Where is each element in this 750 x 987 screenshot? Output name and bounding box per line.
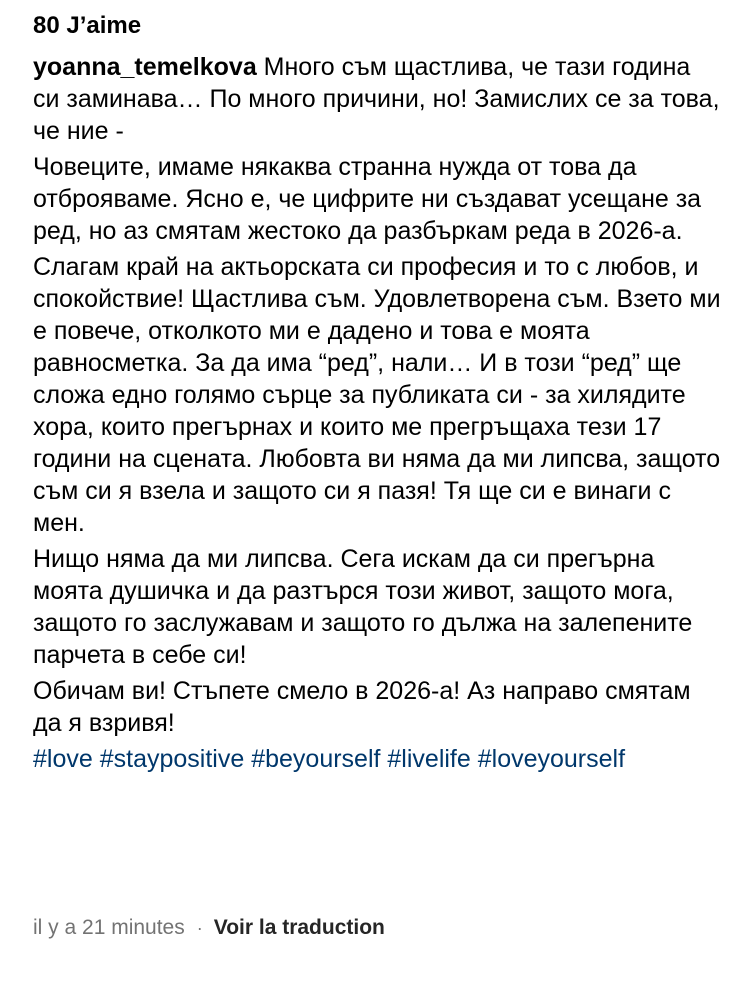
post-meta [33, 915, 385, 941]
caption-paragraph-4: Нищо няма да ми липсва. Сега искам да си прегърна моята душичка и да разтърся този живот, защото мога, защото го заслужавам и защото го дължа на залепените парчета в себе си! [33, 545, 693, 669]
caption-paragraph-3: Слагам край на актьорската си професия и то с любов, и спокойствие! Щастлива съм. Удовлетворена съм. Взето ми е повече, отколкото ми е дадено и това е моята равносметка. За да има “ред”, нали… И в този “ред” ще сложа едно голямо сърце за публиката си - за хилядите хора, които прегърнах и които ме прегръщаха тези 17 години на сцената. Любовта ви няма да ми липсва, защото съм си я взела и защото си я пазя! Тя ще си е винаги с мен. [33, 253, 721, 537]
caption-paragraph-2: Човеците, имаме някаква странна нужда от това да отброяваме. Ясно е, че цифрите ни създават усещане за ред, но аз смятам жестоко да разбъркам реда в 2026-а. [33, 153, 702, 245]
hashtag-staypositive[interactable]: #staypositive [99, 745, 245, 773]
see-translation-button[interactable]: Voir la traduction [213, 916, 385, 939]
post-caption [33, 51, 723, 775]
caption-text-1: Много съм щастлива, че тази година си заминава… По много причини, но! Замислих се за това, че ние - [33, 53, 720, 145]
hashtag-livelife[interactable]: #livelife [387, 745, 471, 773]
hashtag-love[interactable]: #love [33, 745, 93, 773]
hashtag-list [33, 743, 723, 775]
hashtag-loveyourself[interactable]: #loveyourself [477, 745, 626, 773]
hashtag-beyourself[interactable]: #beyourself [251, 745, 381, 773]
post-timestamp: il y a 21 minutes [33, 916, 185, 939]
likes-count[interactable]: 80 J’aime [33, 12, 142, 39]
caption-paragraph-1 [33, 51, 723, 147]
username-link[interactable]: yoanna_temelkova [33, 53, 257, 81]
meta-separator: · [196, 918, 203, 938]
caption-paragraph-5: Обичам ви! Стъпете смело в 2026-а! Аз направо смятам да я взривя! [33, 677, 691, 737]
